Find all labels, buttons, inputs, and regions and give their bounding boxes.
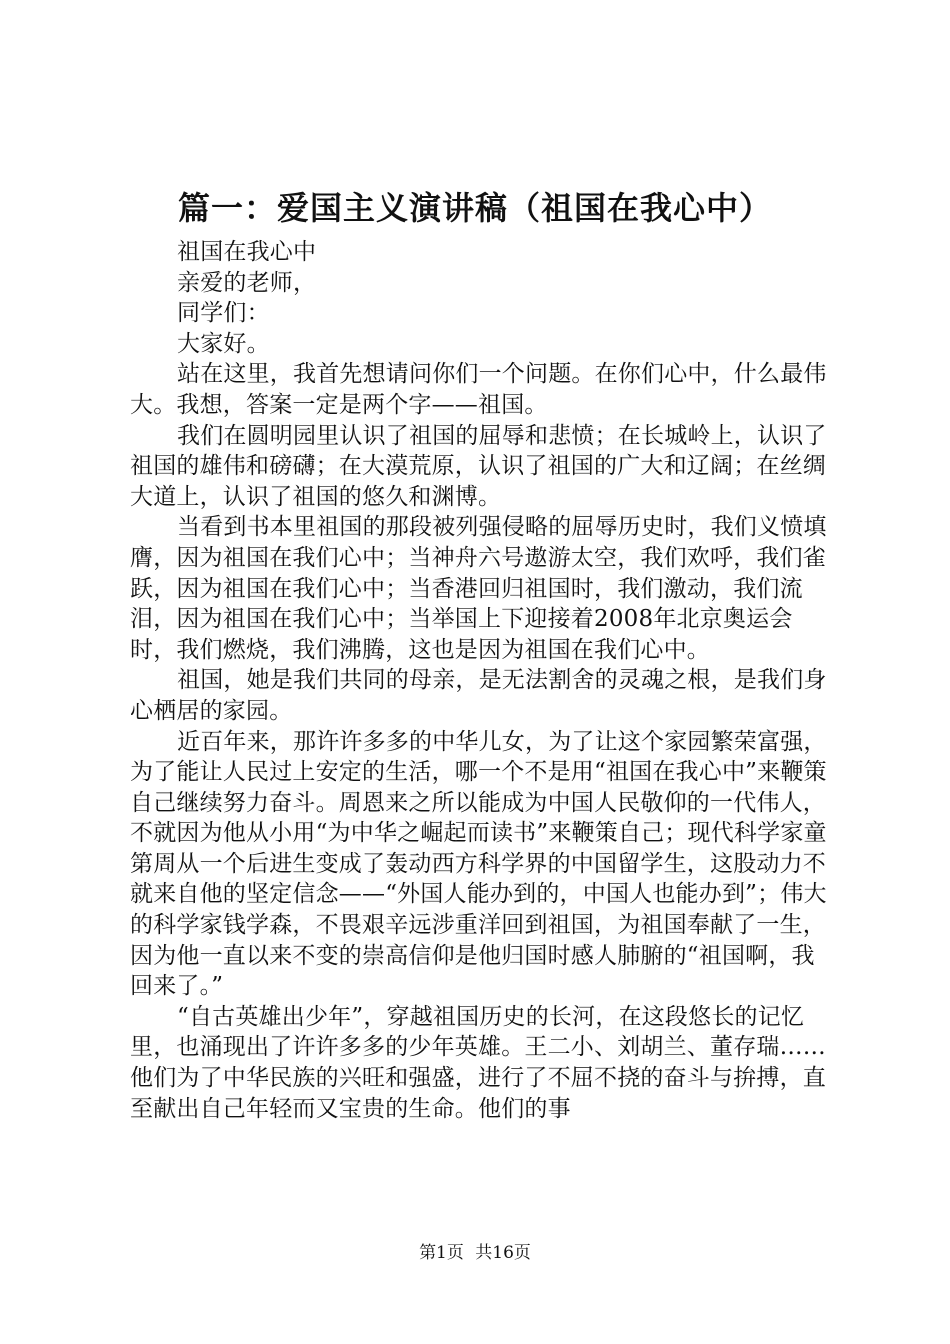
paragraph: 站在这里，我首先想请问你们一个问题。在你们心中，什么最伟大。我想，答案一定是两个字——祖国。 [130,361,827,418]
paragraph-salutation-students: 同学们： [177,300,270,327]
paragraph: “自古英雄出少年”，穿越祖国历史的长河，在这段悠长的记忆里，也涌现出了许许多多的少年英雄。王二小、刘胡兰、董存瑞……他们为了中华民族的兴旺和强盛，进行了不屈不挠的奋斗与拚搏，直至献出自己年轻而又宝贵的生命。他们的事 [130,1003,826,1122]
paragraph: 我们在圆明园里认识了祖国的屈辱和悲愤；在长城岭上，认识了祖国的雄伟和磅礴；在大漠荒原，认识了祖国的广大和辽阔；在丝绸大道上，认识了祖国的悠久和渊博。 [130,422,827,510]
paragraph: 当看到书本里祖国的那段被列强侵略的屈辱历史时，我们义愤填膺，因为祖国在我们心中；当神舟六号遨游太空，我们欢呼，我们雀跃，因为祖国在我们心中；当香港回归祖国时，我们激动，我们流泪，因为祖国在我们心中；当举国上下迎接着2008年北京奥运会时，我们燃烧，我们沸腾，这也是因为祖国在我们心中。 [130,514,827,663]
page-footer [0,1242,950,1264]
current-page-label: 第1页 [419,1243,464,1263]
paragraph-heading: 祖国在我心中 [177,239,317,265]
document-title: 篇一：爱国主义演讲稿（祖国在我心中） [177,189,772,227]
paragraph-salutation: 亲爱的老师， [177,269,317,296]
total-pages-label: 共16页 [475,1243,531,1263]
paragraph: 祖国，她是我们共同的母亲，是无法割舍的灵魂之根，是我们身心栖居的家园。 [130,667,827,724]
document-body [130,237,832,1124]
paragraph: 近百年来，那许许多多的中华儿女，为了让这个家园繁荣富强，为了能让人民过上安定的生活，哪一个不是用“祖国在我心中”来鞭策自己继续努力奋斗。周恩来之所以能成为中国人民敬仰的一代伟人，不就因为他从小用“为中华之崛起而读书”来鞭策自己；现代科学家童第周从一个后进生变成了轰动西方科学界的中国留学生，这股动力不就来自他的坚定信念——“外国人能办到的，中国人也能办到”；伟大的科学家钱学森，不畏艰辛远涉重洋回到祖国，为祖国奉献了一生，因为他一直以来不变的崇高信仰是他归国时感人肺腑的“祖国啊，我回来了。” [130,728,827,1000]
paragraph-greeting: 大家好。 [177,330,270,357]
